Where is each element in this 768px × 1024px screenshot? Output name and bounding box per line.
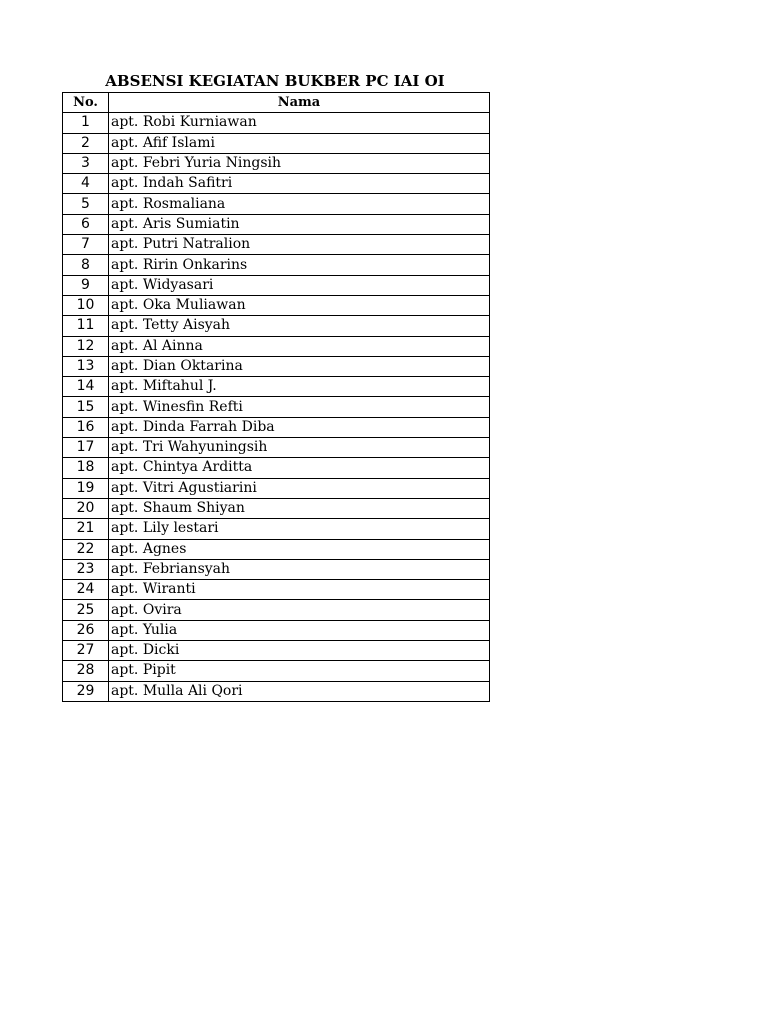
attendee-name: apt. Shaum Shiyan xyxy=(109,498,490,518)
table-row xyxy=(63,194,490,214)
row-number: 3 xyxy=(63,153,109,173)
attendee-name: apt. Febri Yuria Ningsih xyxy=(109,153,490,173)
table-row xyxy=(63,295,490,315)
table-row xyxy=(63,620,490,640)
attendee-name: apt. Wiranti xyxy=(109,580,490,600)
attendee-name: apt. Lily lestari xyxy=(109,519,490,539)
table-row xyxy=(63,214,490,234)
table-row xyxy=(63,417,490,437)
attendee-name: apt. Vitri Agustiarini xyxy=(109,478,490,498)
table-row xyxy=(63,397,490,417)
attendee-name: apt. Ririn Onkarins xyxy=(109,255,490,275)
attendee-name: apt. Mulla Ali Qori xyxy=(109,681,490,701)
attendee-name: apt. Chintya Arditta xyxy=(109,458,490,478)
attendee-name: apt. Ovira xyxy=(109,600,490,620)
row-number: 8 xyxy=(63,255,109,275)
row-number: 24 xyxy=(63,580,109,600)
attendee-name: apt. Aris Sumiatin xyxy=(109,214,490,234)
attendee-name: apt. Oka Muliawan xyxy=(109,295,490,315)
table-row xyxy=(63,438,490,458)
attendee-name: apt. Tetty Aisyah xyxy=(109,316,490,336)
table-row xyxy=(63,316,490,336)
row-number: 10 xyxy=(63,295,109,315)
row-number: 12 xyxy=(63,336,109,356)
row-number: 25 xyxy=(63,600,109,620)
row-number: 22 xyxy=(63,539,109,559)
attendee-name: apt. Dinda Farrah Diba xyxy=(109,417,490,437)
table-row xyxy=(63,600,490,620)
attendee-name: apt. Dian Oktarina xyxy=(109,356,490,376)
table-row xyxy=(63,539,490,559)
attendee-name: apt. Indah Safitri xyxy=(109,174,490,194)
attendee-name: apt. Tri Wahyuningsih xyxy=(109,438,490,458)
attendee-name: apt. Febriansyah xyxy=(109,559,490,579)
table-row xyxy=(63,235,490,255)
row-number: 28 xyxy=(63,661,109,681)
row-number: 2 xyxy=(63,133,109,153)
row-number: 15 xyxy=(63,397,109,417)
table-row xyxy=(63,498,490,518)
table-header-row xyxy=(63,93,490,113)
table-row xyxy=(63,133,490,153)
row-number: 1 xyxy=(63,113,109,133)
row-number: 27 xyxy=(63,641,109,661)
row-number: 21 xyxy=(63,519,109,539)
row-number: 20 xyxy=(63,498,109,518)
row-number: 7 xyxy=(63,235,109,255)
attendee-name: apt. Robi Kurniawan xyxy=(109,113,490,133)
column-header-no: No. xyxy=(63,93,109,113)
row-number: 16 xyxy=(63,417,109,437)
row-number: 9 xyxy=(63,275,109,295)
table-row xyxy=(63,559,490,579)
table-row xyxy=(63,255,490,275)
row-number: 23 xyxy=(63,559,109,579)
row-number: 17 xyxy=(63,438,109,458)
row-number: 5 xyxy=(63,194,109,214)
table-row xyxy=(63,478,490,498)
table-row xyxy=(63,275,490,295)
row-number: 18 xyxy=(63,458,109,478)
row-number: 19 xyxy=(63,478,109,498)
row-number: 4 xyxy=(63,174,109,194)
row-number: 11 xyxy=(63,316,109,336)
table-row xyxy=(63,153,490,173)
table-row xyxy=(63,113,490,133)
row-number: 13 xyxy=(63,356,109,376)
attendee-name: apt. Winesfin Refti xyxy=(109,397,490,417)
attendee-name: apt. Pipit xyxy=(109,661,490,681)
attendee-name: apt. Rosmaliana xyxy=(109,194,490,214)
attendee-name: apt. Afif Islami xyxy=(109,133,490,153)
attendee-name: apt. Widyasari xyxy=(109,275,490,295)
table-row xyxy=(63,519,490,539)
table-row xyxy=(63,458,490,478)
row-number: 6 xyxy=(63,214,109,234)
page-title: ABSENSI KEGIATAN BUKBER PC IAI OI xyxy=(105,72,445,90)
table-row xyxy=(63,681,490,701)
attendee-name: apt. Yulia xyxy=(109,620,490,640)
column-header-name: Nama xyxy=(109,93,490,113)
attendee-name: apt. Dicki xyxy=(109,641,490,661)
attendee-name: apt. Miftahul J. xyxy=(109,377,490,397)
table-row xyxy=(63,377,490,397)
attendee-name: apt. Al Ainna xyxy=(109,336,490,356)
table-body xyxy=(63,113,490,702)
table-row xyxy=(63,336,490,356)
attendee-name: apt. Putri Natralion xyxy=(109,235,490,255)
table-row xyxy=(63,580,490,600)
table-row xyxy=(63,661,490,681)
table-row xyxy=(63,356,490,376)
row-number: 26 xyxy=(63,620,109,640)
row-number: 14 xyxy=(63,377,109,397)
table-row xyxy=(63,174,490,194)
row-number: 29 xyxy=(63,681,109,701)
attendance-table xyxy=(62,92,490,702)
attendee-name: apt. Agnes xyxy=(109,539,490,559)
table-row xyxy=(63,641,490,661)
